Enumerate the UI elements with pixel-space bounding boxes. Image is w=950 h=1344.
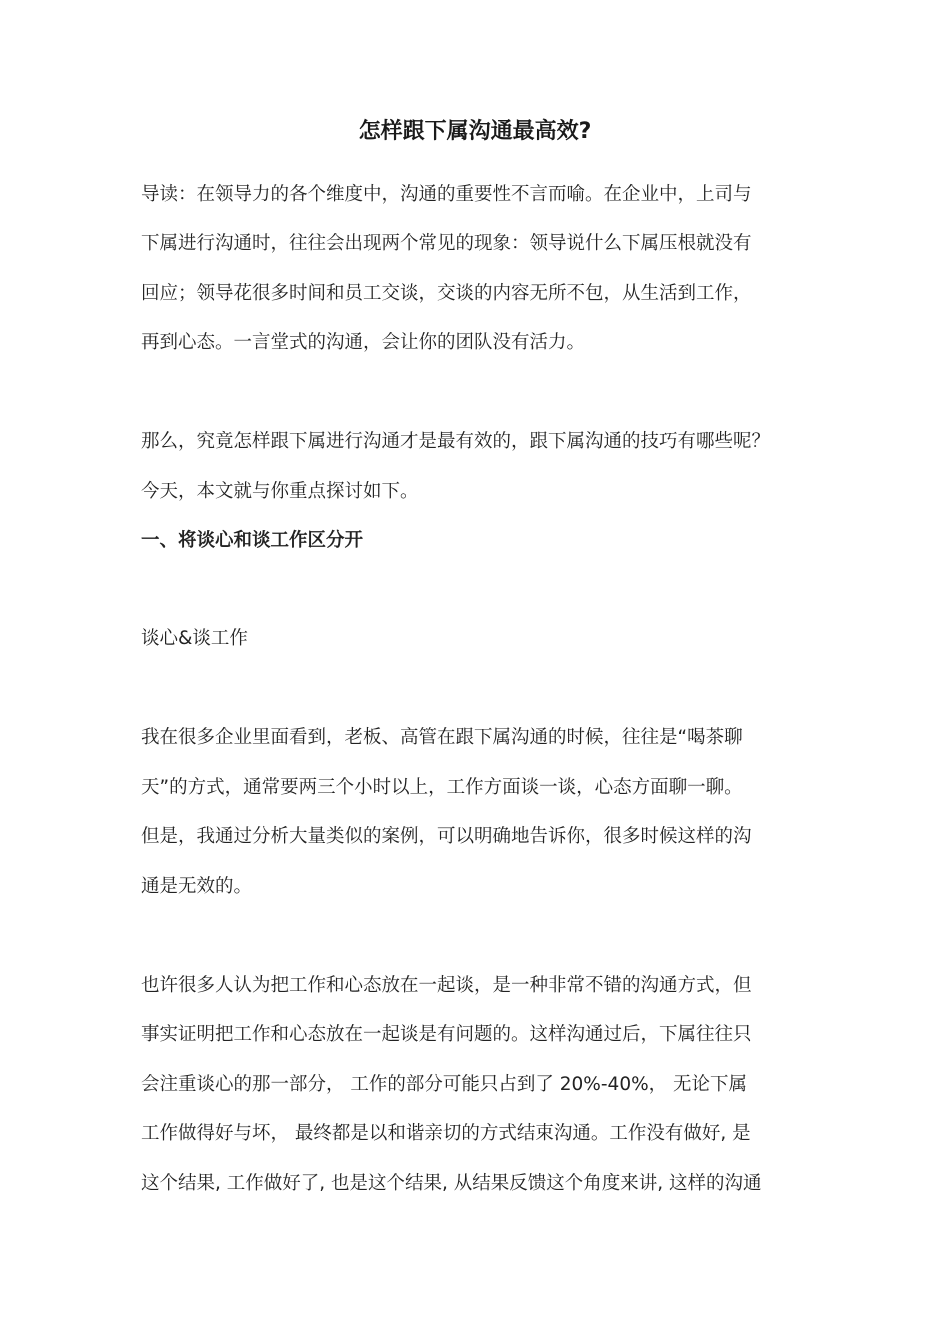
paragraph-line: 我在很多企业里面看到，老板、高管在跟下属沟通的时候，往往是“喝茶聊 [141, 727, 743, 748]
question-line: 那么，究竟怎样跟下属进行沟通才是最有效的，跟下属沟通的技巧有哪些呢？ [141, 431, 771, 452]
paragraph-line: 这个结果, 工作做好了, 也是这个结果, 从结果反馈这个角度来讲, 这样的沟通 [141, 1173, 762, 1194]
paragraph-line: 也许很多人认为把工作和心态放在一起谈，是一种非常不错的沟通方式，但 [141, 975, 752, 996]
document-title: 怎样跟下属沟通最高效? [358, 119, 592, 144]
intro-line: 下属进行沟通时，往往会出现两个常见的现象：领导说什么下属压根就没有 [141, 233, 752, 254]
section-heading: 一、将谈心和谈工作区分开 [141, 530, 364, 551]
paragraph-line: 工作做得好与坏， 最终都是以和谐亲切的方式结束沟通。工作没有做好, 是 [141, 1123, 751, 1144]
intro-line: 导读：在领导力的各个维度中，沟通的重要性不言而喻。在企业中，上司与 [141, 184, 752, 205]
paragraph-line: 会注重谈心的那一部分， 工作的部分可能只占到了 20%-40%， 无论下属 [141, 1074, 748, 1095]
intro-line: 回应；领导花很多时间和员工交谈，交谈的内容无所不包，从生活到工作， [141, 283, 752, 304]
question-line: 今天，本文就与你重点探讨如下。 [141, 481, 419, 502]
subheading: 谈心&谈工作 [141, 628, 248, 649]
intro-line: 再到心态。一言堂式的沟通，会让你的团队没有活力。 [141, 332, 586, 353]
paragraph-line: 天”的方式，通常要两三个小时以上，工作方面谈一谈，心态方面聊一聊。 [141, 777, 743, 798]
paragraph-line: 但是，我通过分析大量类似的案例，可以明确地告诉你，很多时候这样的沟 [141, 826, 752, 847]
paragraph-line: 事实证明把工作和心态放在一起谈是有问题的。这样沟通过后，下属往往只 [141, 1024, 752, 1045]
paragraph-line: 通是无效的。 [141, 876, 253, 897]
